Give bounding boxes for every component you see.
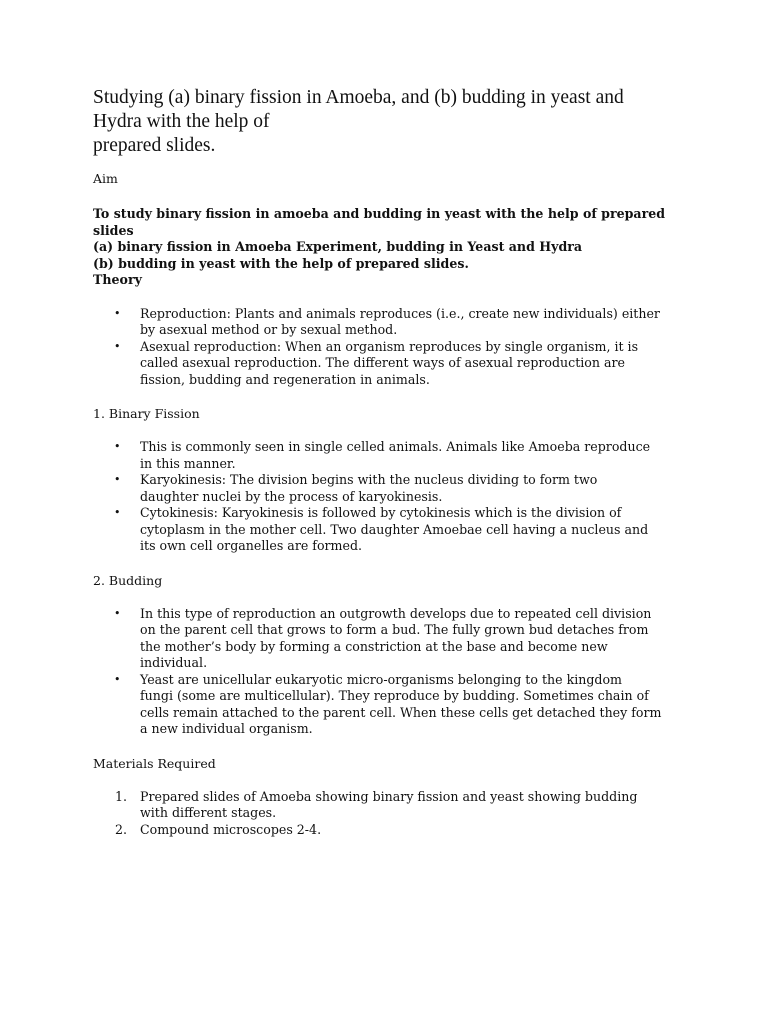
list-item-number: 1. xyxy=(115,788,128,804)
binary-fission-list xyxy=(93,439,676,555)
list-item xyxy=(93,789,676,822)
list-item-line: • Cytokinesis: Karyokinesis is followed by cytokinesis which is the division of xyxy=(140,505,622,520)
list-item xyxy=(93,822,676,839)
list-item-line: • Reproduction: Plants and animals reproduces (i.e., create new individuals) either xyxy=(140,305,660,321)
list-item xyxy=(93,606,676,672)
list-item-number: 2. xyxy=(115,821,128,837)
list-item-line: daughter nuclei by the process of karyokinesis. xyxy=(140,488,443,504)
title-line: prepared slides. xyxy=(93,135,216,156)
list-item-line: a new individual organism. xyxy=(140,721,313,736)
list-item xyxy=(93,472,676,505)
aim-line: (a) binary fission in Amoeba Experiment, budding in Yeast and Hydra xyxy=(93,239,583,254)
list-item-line: its own cell organelles are formed. xyxy=(140,538,363,553)
budding-section xyxy=(93,572,676,738)
theory-list xyxy=(93,306,676,389)
aim-line: To study binary fission in amoeba and budding in yeast with the help of prepared slides xyxy=(93,206,666,238)
materials-section xyxy=(93,755,676,839)
list-item xyxy=(93,672,676,738)
list-item-line: cells remain attached to the parent cell. When these cells get detached they form xyxy=(140,704,662,720)
aim-heading: Aim xyxy=(93,171,118,186)
list-item-line: with different stages. xyxy=(140,805,277,820)
list-item-line: • This is commonly seen in single celled animals. Animals like Amoeba reproduce xyxy=(140,439,651,454)
list-item-line: • Asexual reproduction: When an organism reproduces by single organism, it is xyxy=(140,338,639,354)
list-item xyxy=(93,306,676,339)
budding-heading: 2. Budding xyxy=(93,572,163,588)
list-item-line: cytoplasm in the mother cell. Two daughter Amoebae cell having a nucleus and xyxy=(140,521,649,537)
theory-section xyxy=(93,272,676,388)
aim-line: (b) budding in yeast with the help of prepared slides. xyxy=(93,255,469,271)
list-item-line: • In this type of reproduction an outgrowth develops due to repeated cell division xyxy=(140,605,652,621)
list-item-line: Compound microscopes 2-4. xyxy=(140,821,322,837)
theory-heading: Theory xyxy=(93,272,142,287)
list-item-line: called asexual reproduction. The different ways of asexual reproduction are xyxy=(140,355,625,370)
budding-list xyxy=(93,606,676,738)
list-item-line: Prepared slides of Amoeba showing binary fission and yeast showing budding xyxy=(140,788,638,804)
list-item-line: in this manner. xyxy=(140,455,236,471)
list-item-line: individual. xyxy=(140,655,208,670)
binary-fission-section xyxy=(93,405,676,555)
list-item xyxy=(93,439,676,472)
title-line: Hydra with the help of xyxy=(93,111,270,132)
list-item-line: the mother’s body by forming a constriction at the base and become new xyxy=(140,638,608,654)
binary-fission-heading: 1. Binary Fission xyxy=(93,406,200,421)
list-item xyxy=(93,339,676,389)
list-item-line: on the parent cell that grows to form a bud. The fully grown bud detaches from xyxy=(140,622,649,637)
title-line: Studying (a) binary fission in Amoeba, and (b) budding in yeast and xyxy=(93,87,624,108)
aim-section xyxy=(93,170,676,272)
aim-text xyxy=(93,206,676,272)
list-item-line: fission, budding and regeneration in animals. xyxy=(140,371,430,387)
document-title xyxy=(93,86,676,158)
list-item-line: fungi (some are multicellular). They reproduce by budding. Sometimes chain of xyxy=(140,688,649,703)
list-item-line: • Yeast are unicellular eukaryotic micro-organisms belonging to the kingdom xyxy=(140,671,622,687)
materials-list xyxy=(93,789,676,839)
list-item-line: • Karyokinesis: The division begins with the nucleus dividing to form two xyxy=(140,472,598,487)
materials-heading: Materials Required xyxy=(93,755,216,771)
list-item-line: by asexual method or by sexual method. xyxy=(140,322,398,337)
list-item xyxy=(93,505,676,555)
